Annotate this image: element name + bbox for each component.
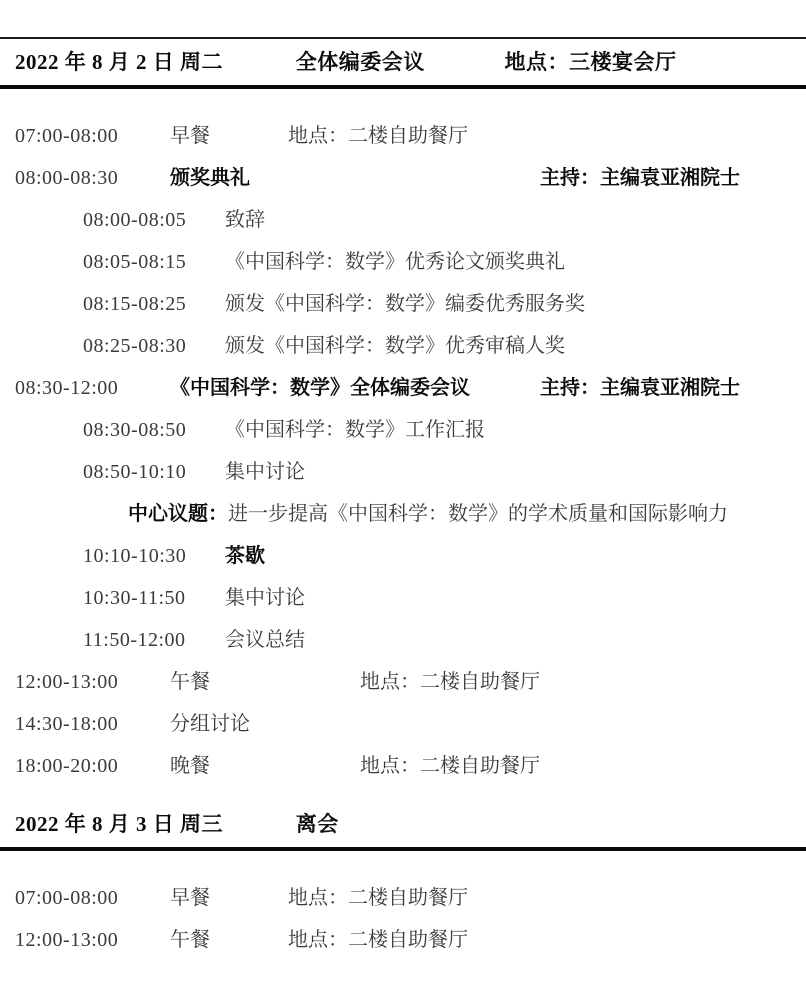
event-label: 颁发《中国科学：数学》编委优秀服务奖 [225,293,585,315]
schedule-row [0,157,806,199]
schedule-row [0,577,806,619]
event-label: 午餐 [170,671,210,693]
event-label: 致辞 [225,209,265,231]
schedule-row [0,409,806,451]
topic-text: 进一步提高《中国科学：数学》的学术质量和国际影响力 [228,503,728,525]
time-label: 08:05-08:15 [83,251,187,273]
event-label: 分组讨论 [170,713,250,735]
event-label: 集中讨论 [225,587,305,609]
location-label: 地点：二楼自助餐厅 [288,929,468,951]
schedule-row [0,703,806,745]
topic-label: 中心议题： [128,503,228,525]
time-label: 18:00-20:00 [15,755,119,777]
time-label: 14:30-18:00 [15,713,119,735]
time-label: 08:00-08:05 [83,209,187,231]
section-title: 离会 [295,812,339,836]
time-label: 10:10-10:30 [83,545,187,567]
location-label: 地点：二楼自助餐厅 [288,887,468,909]
time-label: 08:00-08:30 [15,167,119,189]
location-label: 地点：二楼自助餐厅 [360,755,540,777]
time-label: 08:30-12:00 [15,377,119,399]
time-label: 07:00-08:00 [15,125,119,147]
host-label: 主持：主编袁亚湘院士 [540,377,740,399]
host-label: 主持：主编袁亚湘院士 [540,167,740,189]
event-label: 集中讨论 [225,461,305,483]
schedule-day1 [0,115,806,787]
section-date: 2022 年 8 月 3 日 周三 [15,812,223,836]
time-label: 11:50-12:00 [83,629,186,651]
schedule-row [0,367,806,409]
section-location: 地点：三楼宴会厅 [504,50,677,74]
schedule-row [0,619,806,661]
time-label: 07:00-08:00 [15,887,119,909]
schedule-row [0,877,806,919]
schedule-row [0,745,806,787]
schedule-topic-row [0,493,806,535]
header-bottom-rule [0,847,806,851]
event-label: 早餐 [170,887,210,909]
time-label: 08:15-08:25 [83,293,187,315]
section-date: 2022 年 8 月 2 日 周二 [15,50,223,74]
event-label: 《中国科学：数学》优秀论文颁奖典礼 [225,251,565,273]
schedule-row [0,451,806,493]
location-label: 地点：二楼自助餐厅 [288,125,468,147]
schedule-row [0,535,806,577]
event-label: 颁发《中国科学：数学》优秀审稿人奖 [225,335,565,357]
header-bottom-rule [0,85,806,89]
event-label: 颁奖典礼 [170,167,250,189]
time-label: 08:50-10:10 [83,461,187,483]
section-header [0,801,806,847]
schedule-day2 [0,877,806,961]
event-label: 《中国科学：数学》全体编委会议 [170,377,470,399]
section-header [0,39,806,85]
event-label: 茶歇 [225,545,265,567]
schedule-row [0,325,806,367]
event-label: 晚餐 [170,755,210,777]
schedule-row [0,919,806,961]
event-label: 早餐 [170,125,210,147]
event-label: 《中国科学：数学》工作汇报 [225,419,485,441]
event-label: 会议总结 [225,629,305,651]
schedule-row [0,283,806,325]
time-label: 08:25-08:30 [83,335,187,357]
event-label: 午餐 [170,929,210,951]
time-label: 12:00-13:00 [15,671,119,693]
location-label: 地点：二楼自助餐厅 [360,671,540,693]
section-title: 全体编委会议 [295,50,425,74]
schedule-row [0,115,806,157]
schedule-row [0,199,806,241]
schedule-row [0,241,806,283]
schedule-row [0,661,806,703]
time-label: 08:30-08:50 [83,419,187,441]
time-label: 10:30-11:50 [83,587,186,609]
time-label: 12:00-13:00 [15,929,119,951]
